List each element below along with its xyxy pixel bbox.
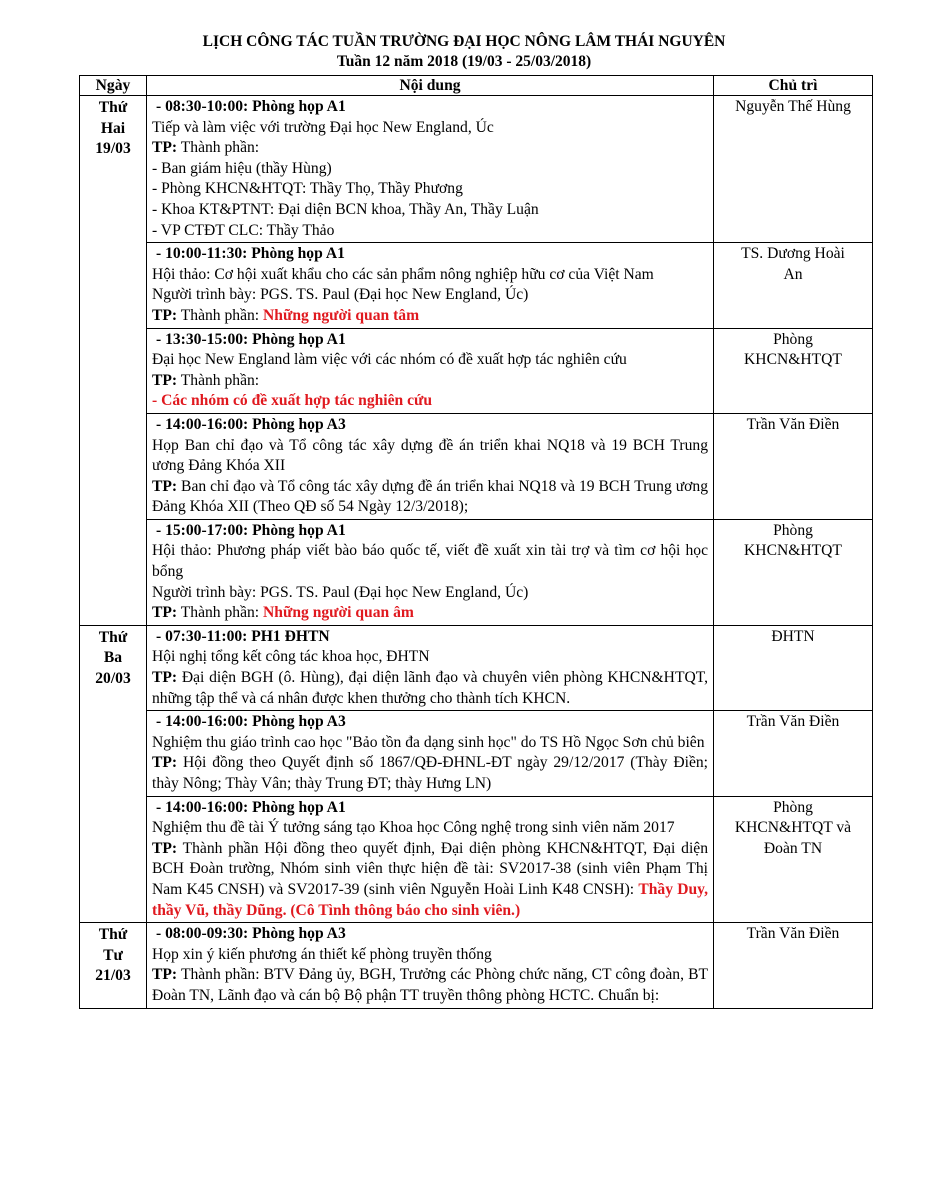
table-row <box>80 711 873 796</box>
tp-text: Đại diện BGH (ô. Hùng), đại diện lãnh đạo và chuyên viên phòng KHCN&HTQT, những tập thể và cá nhân được khen thưởng cho thành tích KHCN. <box>152 669 708 707</box>
dash: - <box>152 392 162 410</box>
tp-text: Thành phần Hội đồng theo quyết định, Đại diện phòng KHCN&HTQT, Đại diện BCH Đoàn trường, Nhóm sinh viên thực hiện đề tài: SV2017-38 (sinh viên Phạm Thị Nam K45 CNSH) và SV2017-39 (sinh viên Nguyễn Hoài Linh K48 CNSH): <box>152 839 708 898</box>
day-date: 19/03 <box>95 140 131 158</box>
host-name: An <box>783 265 803 283</box>
table-row <box>80 519 873 625</box>
host-name: ĐHTN <box>771 627 815 645</box>
tp-label: TP: <box>152 371 178 389</box>
member-line: - VP CTĐT CLC: Thầy Thảo <box>152 221 335 239</box>
column-header-day: Ngày <box>80 76 147 96</box>
day-label: Hai <box>100 119 126 137</box>
tp-text: Thành phần: <box>177 306 264 324</box>
tp-label: TP: <box>152 754 178 772</box>
tp-label: TP: <box>152 604 178 622</box>
event-content <box>147 519 714 625</box>
host-name: Nguyễn Thế Hùng <box>735 98 851 115</box>
table-row <box>80 413 873 519</box>
event-time-room: - 15:00-17:00: Phòng họp A1 <box>156 521 346 539</box>
table-row <box>80 243 873 328</box>
day-label: Thứ <box>98 99 128 116</box>
table-row <box>80 796 873 923</box>
event-host <box>714 711 873 796</box>
host-name: TS. Dương Hoài <box>741 245 845 263</box>
day-label: Ba <box>103 649 123 667</box>
host-name: KHCN&HTQT <box>744 542 842 560</box>
day-label: Thứ <box>98 926 128 944</box>
tp-highlight: Những người quan tâm <box>263 306 420 324</box>
member-line: - Khoa KT&PTNT: Đại diện BCN khoa, Thầy An, Thầy Luận <box>152 200 539 218</box>
event-time-room: - 08:00-09:30: Phòng họp A3 <box>156 925 346 943</box>
event-description: Nghiệm thu giáo trình cao học "Bảo tồn đa dạng sinh học" do TS Hồ Ngọc Sơn chủ biên <box>152 733 705 751</box>
event-content <box>147 923 714 1008</box>
day-cell-wednesday <box>80 923 147 1008</box>
tp-label: TP: <box>152 966 178 984</box>
event-host <box>714 519 873 625</box>
table-row <box>80 96 873 243</box>
document-title: LỊCH CÔNG TÁC TUẦN TRƯỜNG ĐẠI HỌC NÔNG LÂM THÁI NGUYÊN <box>202 33 726 50</box>
event-participants <box>152 306 708 327</box>
event-description: Họp xin ý kiến phương án thiết kế phòng truyền thống <box>152 945 492 963</box>
tp-text: Thành phần: <box>177 371 260 389</box>
schedule-table <box>79 75 873 1009</box>
event-presenter: Người trình bày: PGS. TS. Paul (Đại học New England, Úc) <box>152 286 529 304</box>
event-content <box>147 243 714 328</box>
event-description: Tiếp và làm việc với trường Đại học New England, Úc <box>152 118 494 136</box>
tp-highlight: Thầy Duy, thầy Vũ, thầy Dũng. (Cô Tình thông báo cho sinh viên.) <box>152 880 708 919</box>
event-time-room: - 14:00-16:00: Phòng họp A3 <box>156 713 346 731</box>
host-name: Trần Văn Điền <box>746 415 840 433</box>
event-description: Nghiệm thu đề tài Ý tưởng sáng tạo Khoa học Công nghệ trong sinh viên năm 2017 <box>152 819 675 837</box>
host-name: Phòng <box>773 521 813 539</box>
host-name: Đoàn TN <box>763 839 823 857</box>
event-participants <box>152 839 708 921</box>
event-host <box>714 796 873 923</box>
tp-highlight: Những người quan âm <box>263 604 414 622</box>
host-name: Phòng <box>773 330 813 348</box>
day-label: Tư <box>103 946 123 964</box>
event-host <box>714 923 873 1008</box>
event-content <box>147 711 714 796</box>
event-time-room: - 13:30-15:00: Phòng họp A1 <box>156 330 346 348</box>
member-line: - Ban giám hiệu (thầy Hùng) <box>152 159 332 177</box>
table-header-row <box>80 76 873 96</box>
document-subtitle: Tuần 12 năm 2018 (19/03 - 25/03/2018) <box>336 53 592 70</box>
event-participants <box>152 477 708 518</box>
event-participants <box>152 138 708 159</box>
day-date: 21/03 <box>95 967 131 985</box>
day-label: Thứ <box>98 628 128 646</box>
tp-label: TP: <box>152 139 178 157</box>
tp-label: TP: <box>152 306 178 324</box>
day-cell-tuesday <box>80 625 147 922</box>
tp-label: TP: <box>152 477 178 495</box>
event-host <box>714 328 873 413</box>
tp-text: Thành phần: <box>177 604 264 622</box>
tp-text: Ban chỉ đạo và Tổ công tác xây dựng đề án triển khai NQ18 và 19 BCH Trung ương Đảng Khóa XII (Theo QĐ số 54 Ngày 12/3/2018); <box>152 477 708 516</box>
column-header-content: Nội dung <box>147 76 714 96</box>
event-participants <box>152 371 708 392</box>
event-participants <box>152 603 708 624</box>
event-description: Hội thảo: Phương pháp viết bào báo quốc tế, viết đề xuất xin tài trợ và tìm cơ hội học bổng <box>152 542 708 581</box>
table-row <box>80 923 873 1008</box>
event-participants <box>152 668 708 709</box>
event-description: Họp Ban chỉ đạo và Tổ công tác xây dựng đề án triển khai NQ18 và 19 BCH Trung ương Đảng Khóa XII <box>152 436 708 475</box>
host-name: KHCN&HTQT và <box>734 819 852 837</box>
table-row <box>80 625 873 710</box>
member-line <box>152 391 708 412</box>
event-host <box>714 413 873 519</box>
column-header-host: Chủ trì <box>714 76 873 96</box>
tp-text: Thành phần: BTV Đảng ủy, BGH, Trưởng các Phòng chức năng, CT công đoàn, BT Đoàn TN, Lãnh đạo và cán bộ Bộ phận TT truyền thông phòng HCTC. Chuẩn bị: <box>152 966 708 1004</box>
tp-text: Hội đồng theo Quyết định số 1867/QĐ-ĐHNL-ĐT ngày 29/12/2017 (Thày Điền; thày Nông; Thày Vân; thày Trung ĐT; thày Hưng LN) <box>152 754 708 792</box>
event-participants <box>152 753 708 794</box>
tp-label: TP: <box>152 669 178 687</box>
event-participants <box>152 965 708 1006</box>
event-host <box>714 243 873 328</box>
day-cell-monday <box>80 96 147 626</box>
table-row <box>80 328 873 413</box>
event-content <box>147 625 714 710</box>
event-content <box>147 328 714 413</box>
host-name: KHCN&HTQT <box>744 351 842 369</box>
event-presenter: Người trình bày: PGS. TS. Paul (Đại học New England, Úc) <box>152 583 529 601</box>
event-content <box>147 413 714 519</box>
event-content <box>147 96 714 243</box>
event-time-room: - 14:00-16:00: Phòng họp A3 <box>156 415 346 433</box>
event-time-room: - 08:30-10:00: Phòng họp A1 <box>156 98 346 115</box>
event-host <box>714 625 873 710</box>
event-time-room: - 07:30-11:00: PH1 ĐHTN <box>156 627 330 645</box>
tp-highlight: Các nhóm có đề xuất hợp tác nghiên cứu <box>161 392 433 410</box>
tp-text: Thành phần: <box>177 139 260 157</box>
tp-label: TP: <box>152 839 178 857</box>
day-date: 20/03 <box>95 670 131 688</box>
event-time-room: - 10:00-11:30: Phòng họp A1 <box>156 245 345 263</box>
event-host <box>714 96 873 243</box>
event-description: Hội thảo: Cơ hội xuất khẩu cho các sản phẩm nông nghiệp hữu cơ của Việt Nam <box>152 265 654 283</box>
host-name: Trần Văn Điền <box>746 925 840 943</box>
event-description: Hội nghị tổng kết công tác khoa học, ĐHTN <box>152 648 430 666</box>
member-line: - Phòng KHCN&HTQT: Thầy Thọ, Thầy Phương <box>152 180 463 198</box>
event-time-room: - 14:00-16:00: Phòng họp A1 <box>156 798 346 816</box>
host-name: Trần Văn Điền <box>746 713 840 731</box>
event-content <box>147 796 714 923</box>
host-name: Phòng <box>773 798 813 816</box>
event-description: Đại học New England làm việc với các nhóm có đề xuất hợp tác nghiên cứu <box>152 351 627 369</box>
